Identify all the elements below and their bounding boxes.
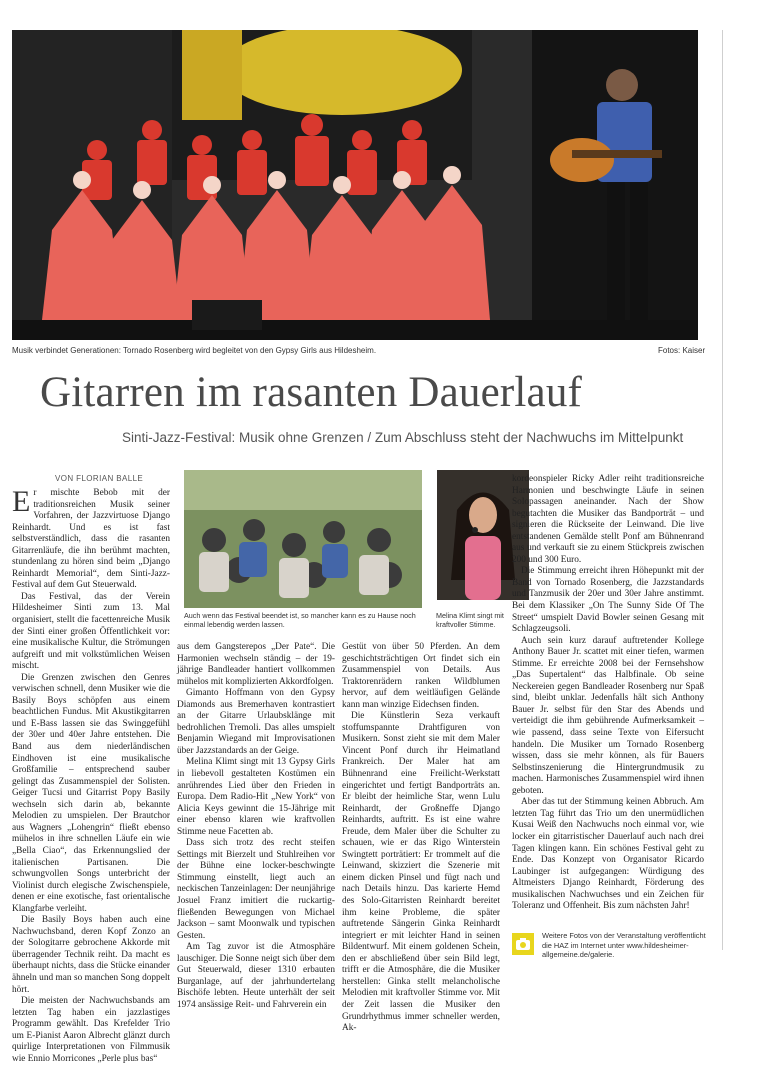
photo-caption: Musik verbindet Generationen: Tornado Rosenberg wird begleitet von den Gypsy Girls aus Hildesheim. [12,346,377,355]
audience-photo-caption: Auch wenn das Festival beendet ist, so mancher kann es zu Hause noch einmal lebendig werden lassen. [184,611,416,629]
article-column-4 [512,474,704,913]
audience-photo-illustration [184,470,422,608]
paragraph: Dass sich trotz des recht steifen Settings mit Bierzelt und Stuhlreihen vor der Bühne eine locker-beschwingte Stimmung einstellt, liegt auch an neckischen Tanzeinlagen: Der neunjährige Josuel Franz imitiert die ruckartig-fließenden Bewegungen von Michael Jackson – samt Moonwalk und typischen Gesten. [177,838,335,941]
page-edge-line [722,30,723,950]
singer-photo-caption: Melina Klimt singt mit kraftvoller Stimme. [436,611,504,629]
dropcap: E [12,485,31,518]
paragraph: aus dem Gangsterepos „Der Pate“. Die Harmonien wechseln ständig – der 19-jährige Bandleader hantiert vollkommen mühelos mit komplizierten Akkordfolgen. [177,642,335,687]
hero-photo [12,30,698,340]
paragraph: Auch sein kurz darauf auftretender Kollege Anthony Bauer Jr. scattet mit einer tiefen, warmen Stimme. Er erreichte 2008 bei der Fernsehshow „Das Supertalent“ das Halbfinale. Ob seine Neckereien gegen Bandleader Rosenberg nur Spaß sind, bleibt unklar. Jedenfalls hält sich Anthony Bauer Jr. selbst für den Star des Abends und verteidigt die ihm gebührende Aufmerksamkeit – wie passend, dass seine Texte von Eifersucht handeln. Die Musiker um Tornado Rosenberg wissen, dass sie mehr können, als für Bauers Selbstinszenierung die Hintergrundmusik zu machen. Harmonisches Zusammenspiel wird ihnen geboten. [512,635,704,796]
paragraph: Die Künstlerin Seza verkauft stoffumspannte Drahtfiguren von Musikern. Sonst zieht sie mit dem Maler Vincent Ponf durch ihr Heimatland Frankreich. Der Maler hat am Bühnenrand eine Freilicht-Werkstatt eingerichtet und fertigt Bandporträts an. Er bleibt der heimliche Star, wenn Lulu Reinhardt, der Großneffe Django Reinhardts, auftritt. Es ist eine wahre Freude, dem Maler über die Schulter zu schauen, wie er das Rigo Winterstein Swingtett porträtiert: Er trommelt auf die Leinwand, skizziert die Szenerie mit einem dicken Pinsel und fügt nach und nach Details hinzu. Das karierte Hemd des Solo-Gitarristen Reinhardt bereitet ihm keine Probleme, die später auftretende Sängerin Ginka Reinhardt integriert er mit leichter Hand in seinen Bildentwurf. Mit einem goldenen Schein, den er abschließend über sein Bild legt, trifft er die Atmosphäre, die die Musiker herstellen: Ginka stellt melancholische Melodien mit kraftvoller Stimme vor. Mit der Zeit lassen die Musiker den Grundrhythmus immer schneller werden, Ak- [342,711,500,1034]
paragraph: Die Basily Boys haben auch eine Nachwuchsband, deren Kopf Zonzo an der Sologitarre gebrochene Akkorde mit überragender Technik reiht. Da macht es überhaupt nichts, dass die Stücke einander ähneln und man so manchen Song doppelt hört. [12,915,171,995]
paragraph: Das Festival, das der Verein Hildesheimer Sinti zum 13. Mal organisiert, stellt die facettenreiche Musik der Sinti einer großen Öffentlichkeit vor: eine musikalische Kultur, die Strömungen aufgreift und mit volkstümlichen Weisen mischt. [12,591,170,672]
camera-icon [512,933,534,955]
paragraph: Die meisten der Nachwuchsbands am letzten Tag haben ein jazzlastiges Programm gewählt. Das Krefelder Trio um E-Pianist Aaron Albrecht glänzt durch quirlige Interpretationen von Filmmusik wie Ennio Morricones „Perle plus bas“ [12,996,170,1064]
paragraph: Aber das tut der Stimmung keinen Abbruch. Am letzten Tag führt das Trio um den unermüdlichen Kusai Weiß den Nachwuchs noch einmal vor, wie locker ein gitarristischer Dauerlauf auch nach drei Tagen klingen kann. Ein schönes Festival geht zu Ende. Das Konzept von Organisator Ricardo Laubinger ist aufgegangen: Würdigung des Altmeisters Django Reinhardt, Förderung des musikalischen Nachwuchses und ein Zeichen für Toleranz und Offenheit. Bis zum nächsten Jahr! [512,797,704,912]
paragraph: Am Tag zuvor ist die Atmosphäre lauschiger. Die Sonne neigt sich über dem Gut Steuerwald, dieser 1310 erbauten Burganlage, auf der jahrhundertelang Bischöfe lebten. Heute unterhält der seit 1974 ansässige Reit- und Fahrverein ein [177,942,335,1010]
info-text[interactable]: Weitere Fotos von der Veranstaltung veröffentlicht die HAZ im Internet unter www.hildesheimer-allgemeine.de/galerie. [542,931,706,959]
photo-credit: Fotos: Kaiser [658,346,706,355]
stage-photo-illustration [12,30,698,340]
paragraph: Die Stimmung erreicht ihren Höhepunkt mit der Band von Tornado Rosenberg, die Jazzstandards und Tanzmusik der 20er und 30er Jahre anstimmt. Bei dem Klassiker „On The Sunny Side Of The Street“ umspielt David Bowler seinen Gesang mit Schlagzeugsoli. [512,566,704,635]
paragraph: kordeonspieler Ricky Adler reiht traditionsreiche Harmonien und beschwingte Läufe in seinen Solopassagen aneinander. Nach der Show begutachten die Musiker das Bandporträt – und signieren die Rückseite der Leinwand. Die live entstandenen Gemälde stellt Ponf am Bühnenrand aus und verkauft sie zu einem Stückpreis zwischen 200 und 300 Euro. [512,474,704,565]
byline: VON FLORIAN BALLE [55,474,144,483]
info-box [512,931,712,963]
subheadline: Sinti-Jazz-Festival: Musik ohne Grenzen / Zum Abschluss steht der Nachwuchs im Mittelpunkt [122,430,684,445]
paragraph: Gestüt von über 50 Pferden. An dem geschichtsträchtigen Ort findet sich ein Zusammenspiel von Details. Aus Traktorenrädern ranken Wildblumen hervor, auf dem weitläufigen Gelände kann man winzige Eidechsen finden. [342,642,500,710]
paragraph: Melina Klimt singt mit 13 Gypsy Girls in liebevoll gestalteten Kostümen ein anrührendes Lied über den Frieden in Europa. Dem Radio-Hit „New York“ von Alicia Keys gewinnt die 15-Jährige mit einer ebenso klaren wie kraftvollen Stimme neue Facetten ab. [177,757,335,837]
article-column-3 [342,642,500,1035]
headline: Gitarren im rasanten Dauerlauf [40,369,583,416]
paragraph: Er mischte Bebob mit der traditionsreichen Musik seiner Vorfahren, der Jazzvirtuose Django Reinhardt. Und es ist fast selbstverständlich, dass die rasanten Gitarrenläufe, die ihn berühmt machten, stundenlang zu hören sind beim „Django Reinhardt Memorial“, dem Sinti-Jazz-Festival auf dem Gut Steuerwald. [12,485,170,591]
paragraph: Gimanto Hoffmann von den Gypsy Diamonds aus Bremerhaven kontrastiert an der Gitarre Urlaubsklänge mit bedrohlichen Tremoli. Das alles umspielt Benjamin Wiegand mit Improvisationen über Jazzstandards an der Geige. [177,688,335,756]
paragraph: Die Grenzen zwischen den Genres verwischen schnell, denn Musiker wie die Basily Boys schöpfen aus einem beachtlichen Fundus. Mit Akustikgitarren und E-Bass lassen sie das Swinggefühl der 30er und 40er Jahre entstehen. Die Band aus dem niederländischen Eindhoven ist eine musikalische Großfamilie – entsprechend sauber gelingt das Zusammenspiel der Solisten. Geiger Tucsi und Gitarrist Popy Basily wechseln sich darin ab, bekannte Melodien zu umspielen. Der Brautchor aus Wagners „Lohengrin“ fließt ebenso mühelos in ihre schnellen Läufe ein wie „Bella Ciao“, das Erkennungslied der italienischen Partisanen. Die schwungvollen Songs unterbricht der Violinist durch elegische Zwischenspiele, denen er eine exotische, fast orientalische Klangfarbe verleiht. [12,672,170,914]
article-column-1 [12,485,171,1065]
audience-photo [184,470,422,608]
article-column-2 [177,642,335,1012]
